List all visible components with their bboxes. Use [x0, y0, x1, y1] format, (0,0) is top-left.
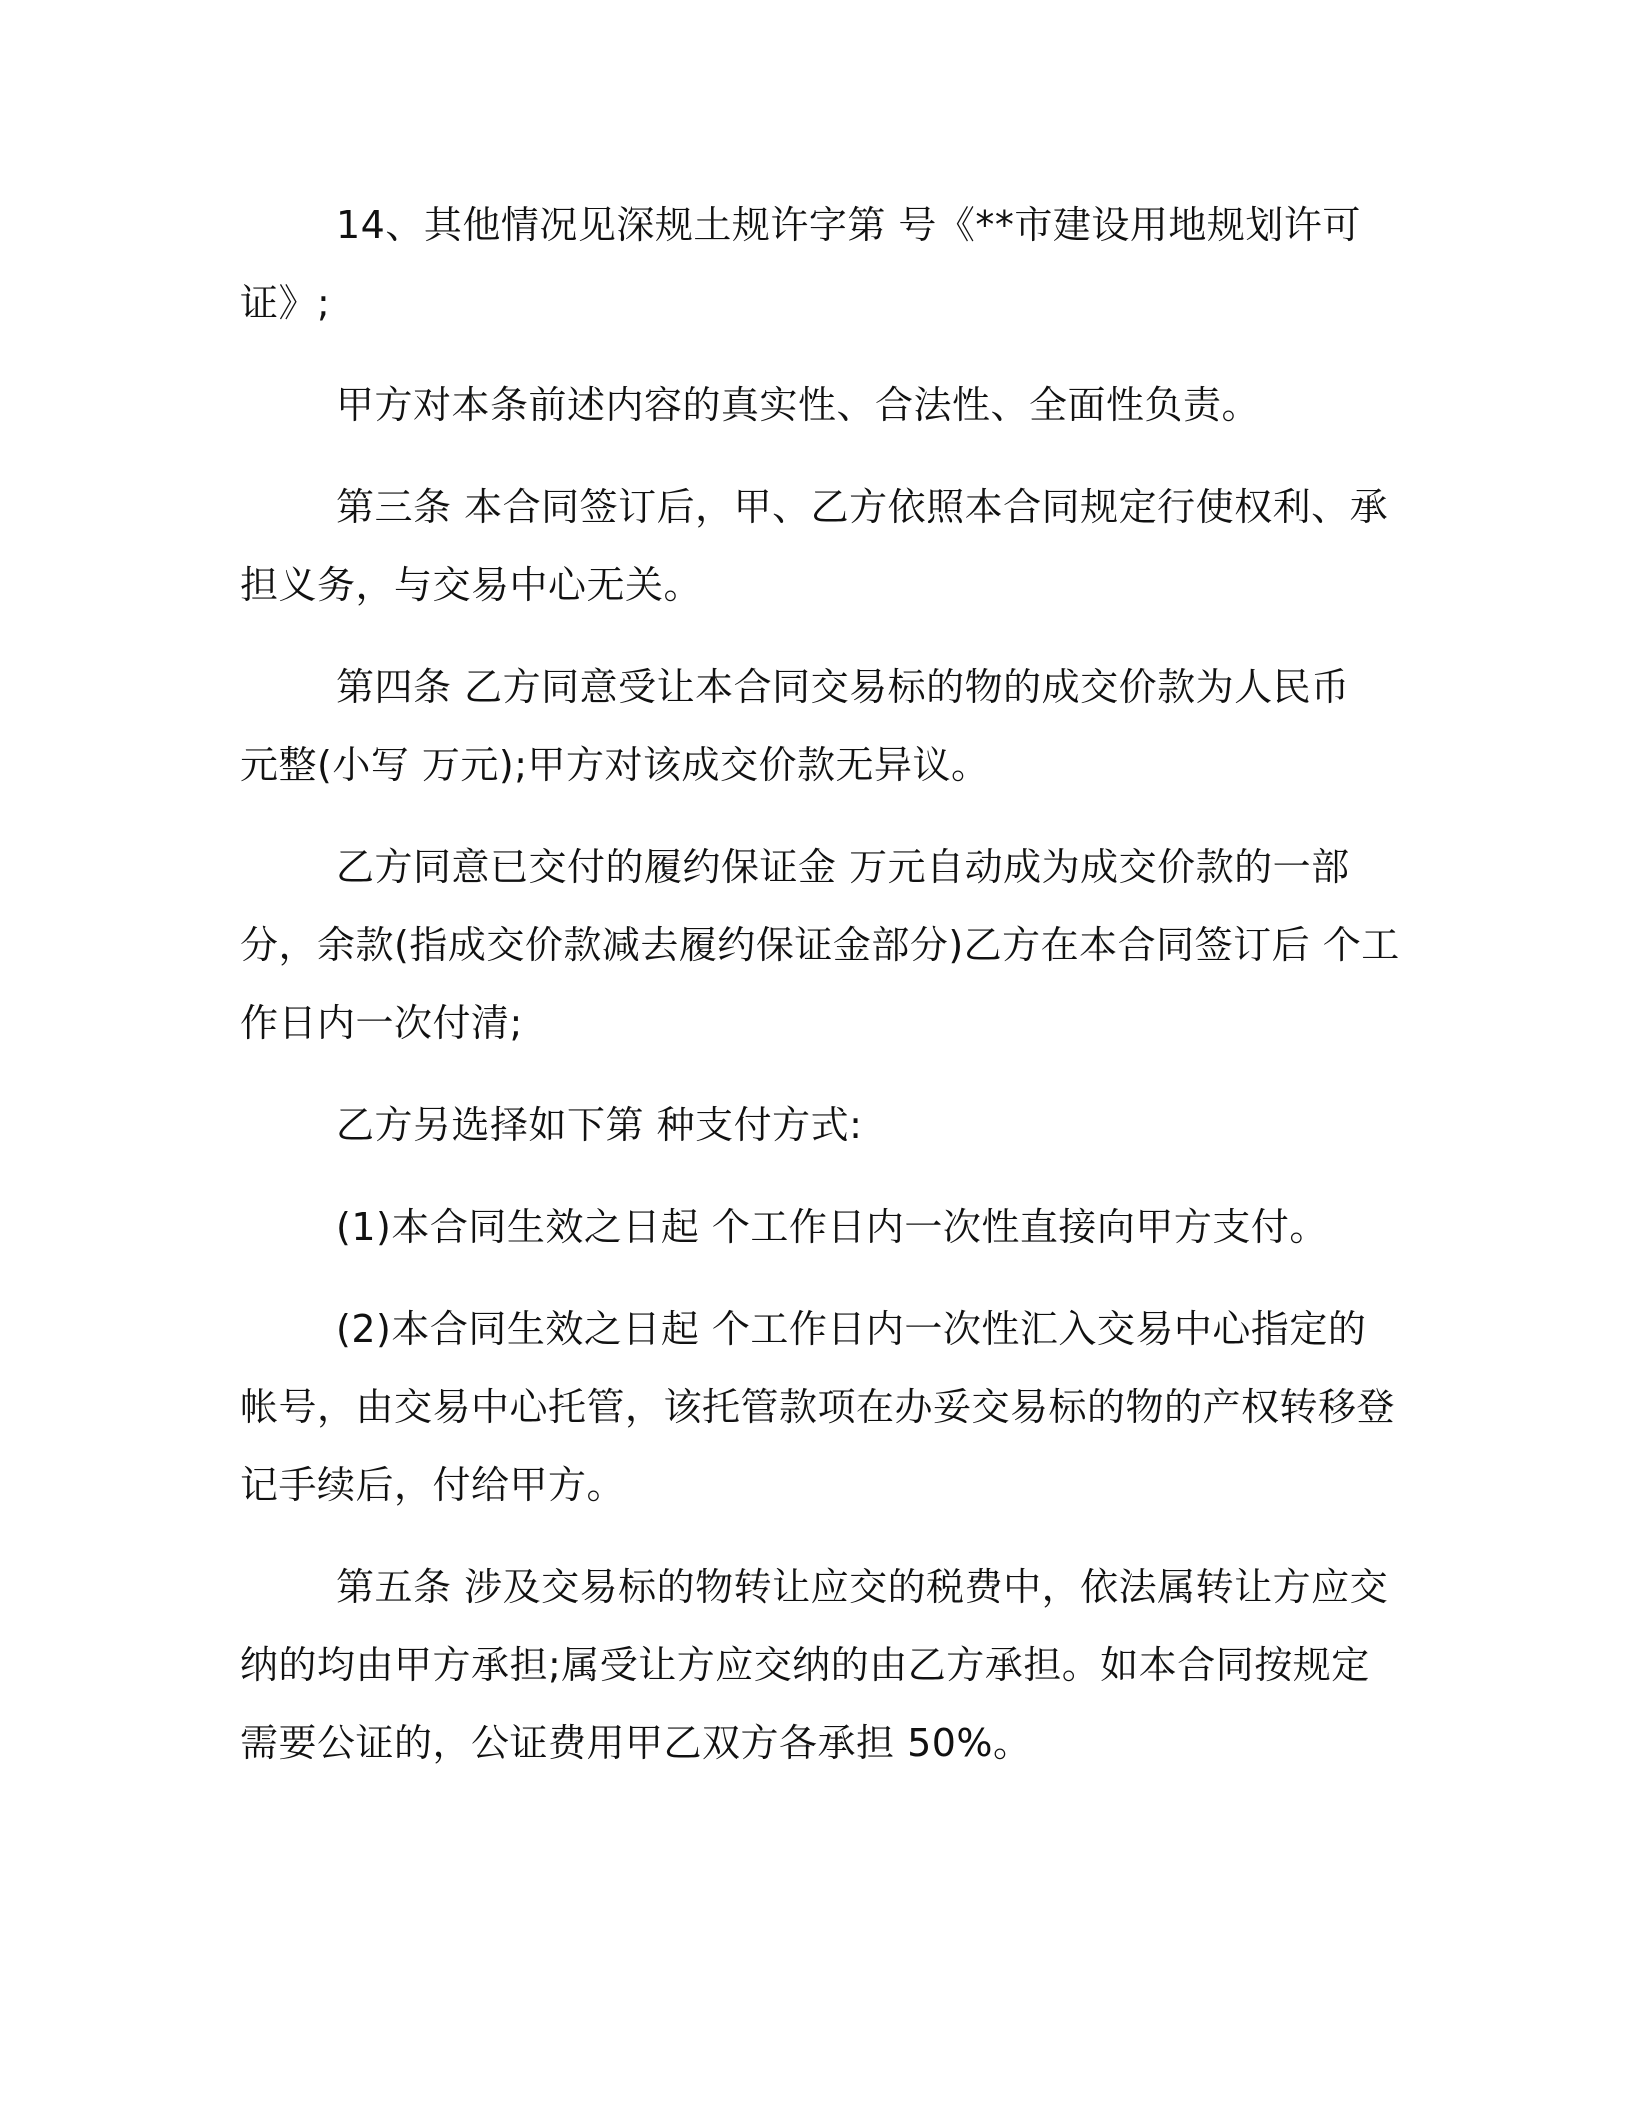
paragraph-responsibility: 甲方对本条前述内容的真实性、合法性、全面性负责。	[336, 383, 1261, 427]
paragraph-article-3: 第三条 本合同签订后，甲、乙方依照本合同规定行使权利、承担义务，与交易中心无关。	[240, 485, 1389, 607]
paragraph-deposit-payment: 乙方同意已交付的履约保证金 万元自动成为成交价款的一部分，余款(指成交价款减去履约保证金部分)乙方在本合同签订后 个工作日内一次付清;	[240, 845, 1400, 1045]
paragraph-article-4-price: 第四条 乙方同意受让本合同交易标的物的成交价款为人民币 元整(小写 万元);甲方对该成交价款无异议。	[240, 665, 1350, 787]
paragraph-payment-option-2: (2)本合同生效之日起 个工作日内一次性汇入交易中心指定的帐号，由交易中心托管，该托管款项在办妥交易标的物的产权转移登记手续后，付给甲方。	[240, 1307, 1396, 1507]
paragraph-article-5-taxes: 第五条 涉及交易标的物转让应交的税费中，依法属转让方应交纳的均由甲方承担;属受让方应交纳的由乙方承担。如本合同按规定需要公证的，公证费用甲乙双方各承担 50%。	[240, 1565, 1389, 1765]
paragraph-payment-method-choice: 乙方另选择如下第 种支付方式:	[336, 1103, 863, 1147]
paragraph-item-14-other-info: 14、其他情况见深规土规许字第 号《**市建设用地规划许可证》;	[240, 203, 1361, 325]
paragraph-payment-option-1: (1)本合同生效之日起 个工作日内一次性直接向甲方支付。	[336, 1205, 1328, 1249]
document-body	[240, 186, 1400, 1806]
